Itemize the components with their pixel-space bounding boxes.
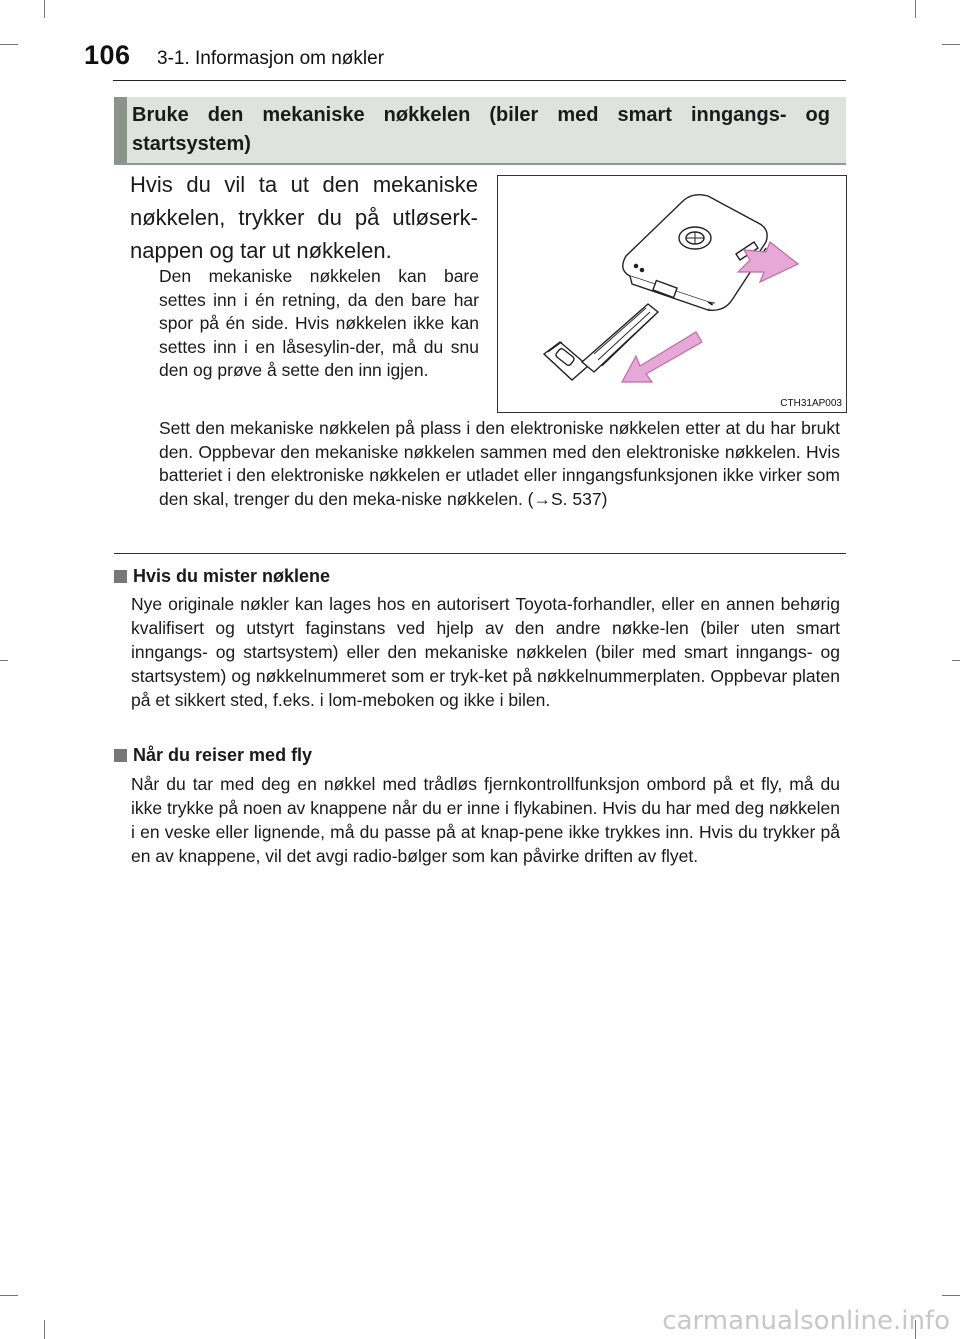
air-travel-paragraph: Når du tar med deg en nøkkel med trådløs fjernkontrollfunksjon ombord på et fly, må du ikke trykke på noen av knappene når du er inne i flykabinen. Hvis du har med deg nøkkelen i en veske eller lignende, må du passe på at knap-pene ikke trykkes inn. Hvis du trykker på en av knappene, vil det avgi radio-bølger som kan påvirke driften av flyet. — [131, 774, 840, 866]
crop-mark — [0, 1295, 18, 1296]
crop-mark — [44, 1320, 45, 1339]
crop-mark — [0, 660, 8, 661]
square-bullet-icon — [114, 749, 127, 762]
pull-arrow-icon — [622, 332, 702, 382]
header-rule — [113, 80, 846, 81]
intro-paragraph: Hvis du vil ta ut den mekaniske nøkkelen, trykker du på utløserk-nappen og tar ut nøkkelen. — [130, 172, 478, 263]
crop-mark — [44, 0, 45, 18]
watermark: carmanualsonline.info — [662, 1306, 950, 1336]
section-divider — [114, 553, 846, 554]
subheading-lost-keys — [114, 566, 330, 587]
section-title: Bruke den mekaniske nøkkelen (biler med smart inngangs- og startsystem) — [132, 104, 830, 155]
note-paragraph-1: Den mekaniske nøkkelen kan bare settes inn i én retning, da den bare har spor på én side. Hvis nøkkelen ikke kan settes inn i en låsesylin-der, må du snu den og prøve å sette den inn igjen. — [159, 266, 479, 380]
title-accent-bar — [114, 97, 127, 163]
subheading-air-travel — [114, 745, 312, 766]
note-paragraph-2: Sett den mekaniske nøkkelen på plass i den elektroniske nøkkelen etter at du har brukt den. Oppbevar den mekaniske nøkkelen sammen med den elektroniske nøkkelen. Hvis batteriet i den elektroniske nøkkelen er utladet eller inngangsfunksjonen ikke virker som den skal, trenger du den meka-niske nøkkelen. (→S. 537) — [159, 418, 840, 509]
section-label: 3-1. Informasjon om nøkler — [157, 48, 385, 69]
page-number: 106 — [84, 40, 131, 70]
crop-mark — [942, 44, 960, 45]
crop-mark — [915, 0, 916, 18]
subheading-text: Hvis du mister nøklene — [133, 566, 331, 586]
figure-code: CTH31AP003 — [780, 398, 842, 409]
crop-mark — [952, 660, 960, 661]
key-illustration — [497, 175, 847, 413]
crop-mark — [942, 1295, 960, 1296]
square-bullet-icon — [114, 570, 127, 583]
lost-keys-paragraph: Nye originale nøkler kan lages hos en autorisert Toyota-forhandler, eller en annen behørig kvalifisert og utstyrt faginstans ved hjelp av den andre nøkke-len (biler uten smart inngangs- og startsystem) eller den mekaniske nøkkelen (biler med smart inngangs- og startsystem) og nøkkelnummeret som er tryk-ket på nøkkelnummerplaten. Oppbevar platen på et sikkert sted, f.eks. i lom-meboken og ikke i bilen. — [131, 594, 840, 710]
key-illustration-drawing — [498, 176, 846, 412]
section-title-box — [114, 97, 846, 165]
subheading-text: Når du reiser med fly — [133, 745, 313, 765]
crop-mark — [0, 44, 18, 45]
